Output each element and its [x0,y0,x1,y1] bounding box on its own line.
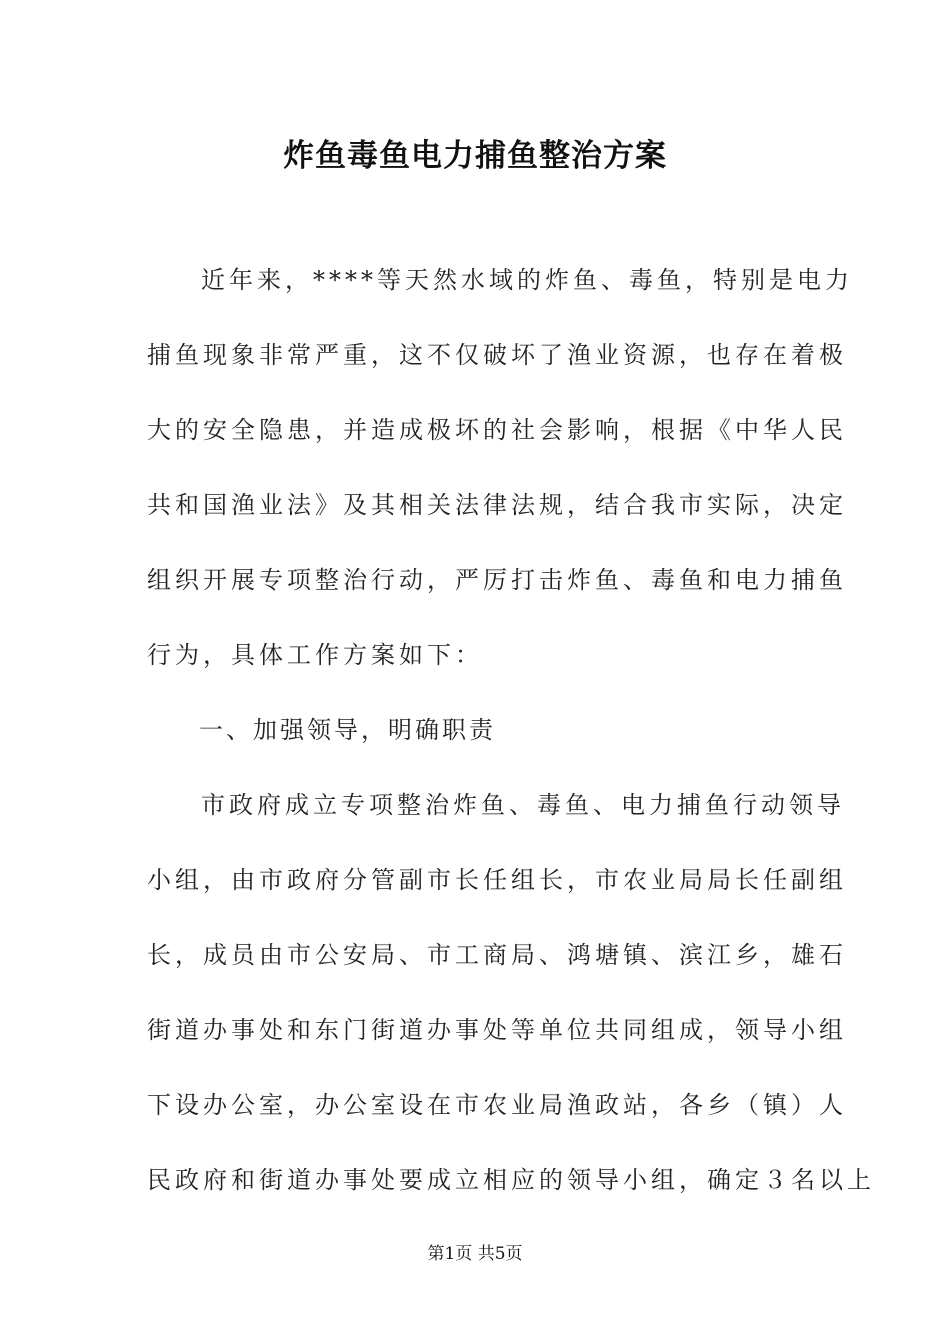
document-title: 炸鱼毒鱼电力捕鱼整治方案 [283,138,667,174]
paragraph-line: 长，成员由市公安局、市工商局、鸿塘镇、滨江乡，雄石 [147,941,847,969]
paragraph-line: 近年来，****等天然水域的炸鱼、毒鱼，特别是电力 [201,266,853,294]
paragraph-line: 街道办事处和东门街道办事处等单位共同组成，领导小组 [147,1016,847,1044]
body-paragraph [147,768,875,1218]
paragraph-line: 捕鱼现象非常严重，这不仅破坏了渔业资源，也存在着极 [147,341,847,369]
section-heading: 一、加强领导，明确职责 [199,716,496,744]
intro-paragraph [147,243,853,693]
paragraph-line: 小组，由市政府分管副市长任组长，市农业局局长任副组 [147,866,847,894]
paragraph-line: 市政府成立专项整治炸鱼、毒鱼、电力捕鱼行动领导 [201,791,845,819]
paragraph-line: 民政府和街道办事处要成立相应的领导小组，确定３名以上 [147,1166,875,1194]
paragraph-line: 行为，具体工作方案如下： [147,641,483,669]
paragraph-line: 下设办公室，办公室设在市农业局渔政站，各乡（镇）人 [147,1091,847,1119]
paragraph-line: 组织开展专项整治行动，严厉打击炸鱼、毒鱼和电力捕鱼 [147,566,847,594]
paragraph-line: 共和国渔业法》及其相关法律法规，结合我市实际，决定 [147,491,847,519]
document-body [147,243,875,1218]
page-footer: 第1页 共5页 [427,1244,523,1264]
paragraph-line: 大的安全隐患，并造成极坏的社会影响，根据《中华人民 [147,416,847,444]
